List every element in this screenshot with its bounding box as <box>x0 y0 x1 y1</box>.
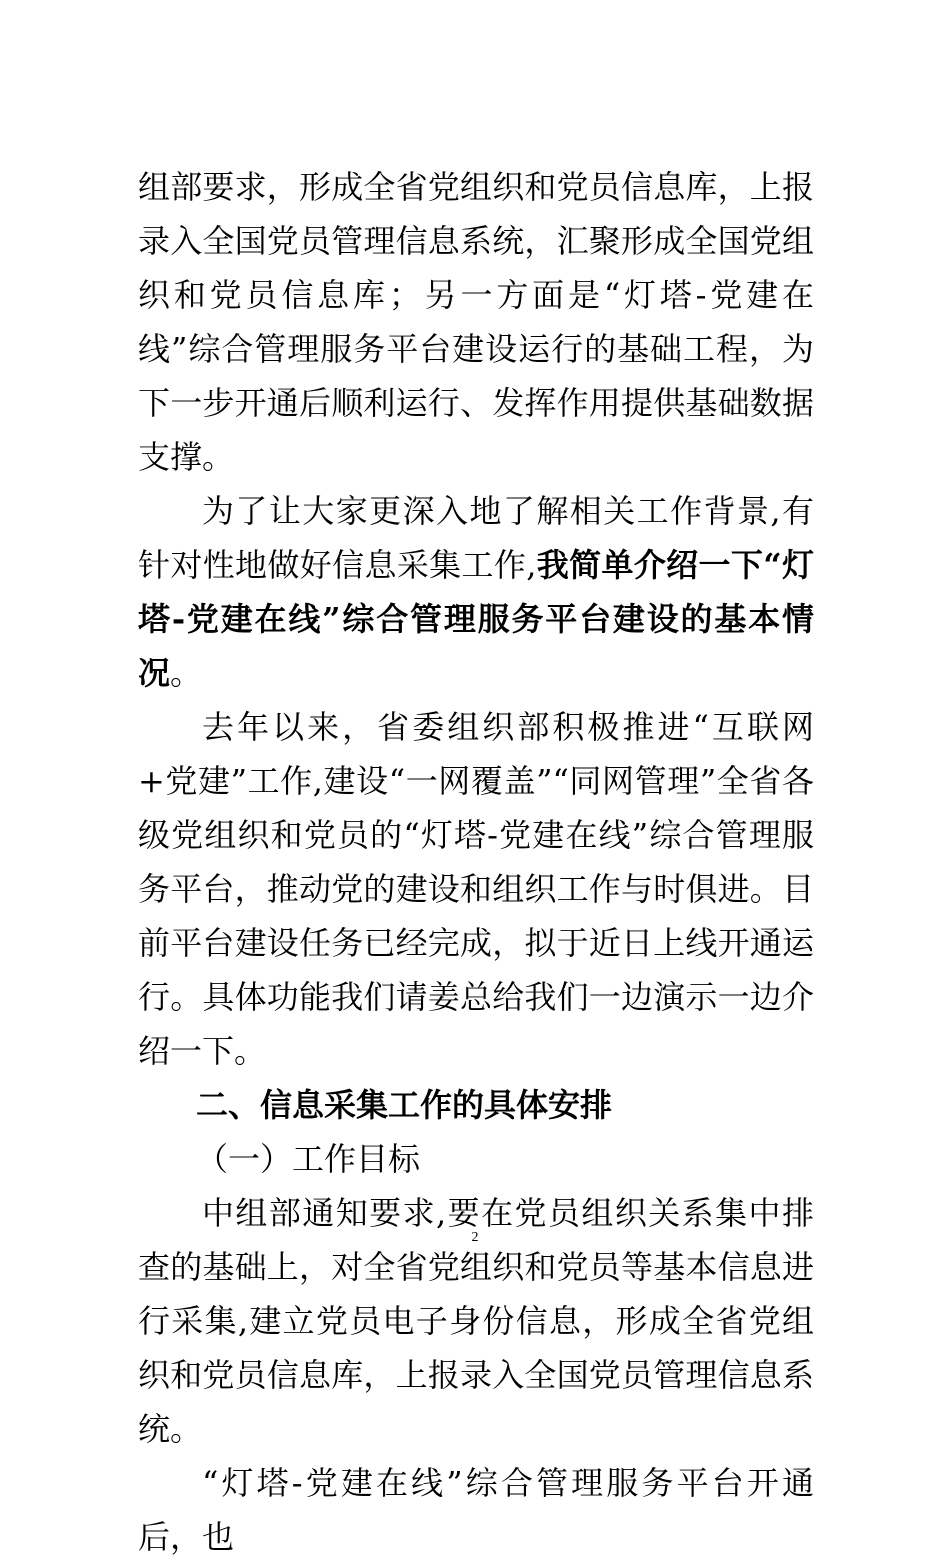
paragraph-intro-bold: 我简单介绍一下“灯塔-党建在线”综合管理服务平台建设的基本情况 <box>138 546 814 692</box>
paragraph-intro <box>138 484 814 700</box>
subsection-heading: （一）工作目标 <box>196 1140 421 1178</box>
section-heading: 二、信息采集工作的具体安排 <box>196 1086 613 1124</box>
page-number: 2 <box>471 1230 479 1245</box>
paragraph-goal: 中组部通知要求,要在党员组织关系集中排查的基础上，对全省党组织和党员等基本信息进行采集,建立党员电子身份信息，形成全省党组织和党员信息库，上报录入全国党员管理信息系统。 <box>138 1194 814 1448</box>
document-body <box>138 160 814 1564</box>
paragraph-platform: “灯塔-党建在线”综合管理服务平台开通后，也 <box>138 1464 814 1556</box>
paragraph-intro-tail: 。 <box>170 654 203 692</box>
paragraph-continued: 组部要求，形成全省党组织和党员信息库，上报录入全国党员管理信息系统，汇聚形成全国党组织和党员信息库；另一方面是“灯塔-党建在线”综合管理服务平台建设运行的基础工程，为下一步开通后顺利运行、发挥作用提供基础数据支撑。 <box>138 168 814 476</box>
paragraph-background: 去年以来，省委组织部积极推进“互联网+党建”工作,建设“一网覆盖”“同网管理”全省各级党组织和党员的“灯塔-党建在线”综合管理服务平台，推动党的建设和组织工作与时俱进。目前平台建设任务已经完成，拟于近日上线开通运行。具体功能我们请姜总给我们一边演示一边介绍一下。 <box>138 708 814 1070</box>
paragraph-intro-plain: 为了让大家更深入地了解相关工作背景,有针对性地做好信息采集工作, <box>138 492 814 584</box>
